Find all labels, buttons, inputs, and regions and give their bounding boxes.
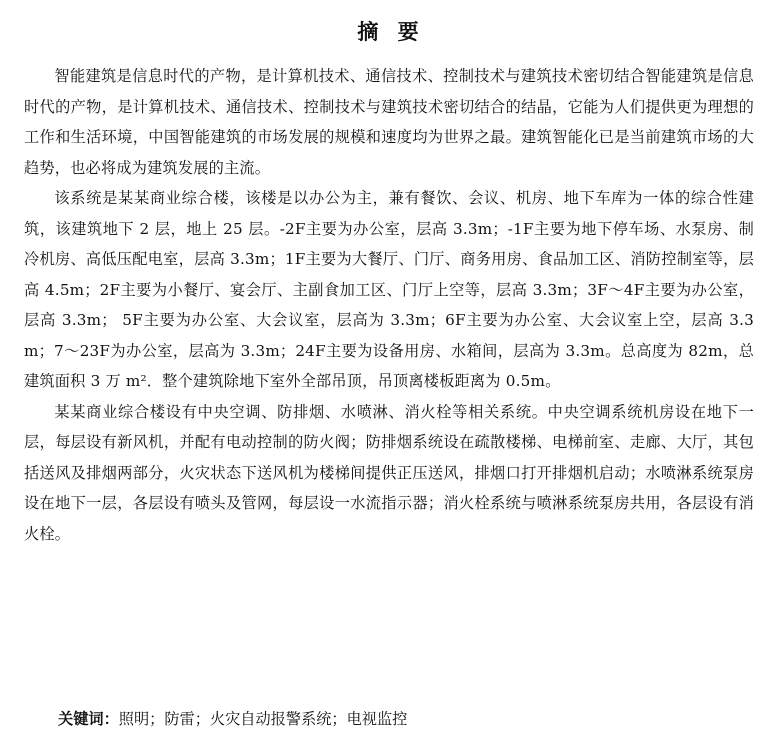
paragraph-intro: 智能建筑是信息时代的产物，是计算机技术、通信技术、控制技术与建筑技术密切结合智能建筑是信息时代的产物，是计算机技术、通信技术、控制技术与建筑技术密切结合的结晶，它能为人们提供更为理想的工作和生活环境，中国智能建筑的市场发展的规模和速度均为世界之最。建筑智能化已是当前建筑市场的大趋势，也必将成为建筑发展的主流。: [24, 67, 754, 177]
abstract-title: 摘 要: [357, 20, 425, 44]
keywords-line: [58, 707, 407, 731]
abstract-body: [24, 61, 754, 549]
keywords-label: 关键词：: [58, 710, 119, 728]
keywords-text: 照明；防雷；火灾自动报警系统；电视监控: [118, 710, 408, 728]
paragraph-building-overview: 该系统是某某商业综合楼，该楼是以办公为主，兼有餐饮、会议、机房、地下车库为一体的综合性建筑，该建筑地下 2 层，地上 25 层。-2F主要为办公室，层高 3.3m；-1F主要为地下停车场、水泵房、制冷机房、高低压配电室，层高 3.3m；1F主要为大餐厅、门厅、商务用房、食品加工区、消防控制室等，层高 4.5m；2F主要为小餐厅、宴会厅、主副食加工区、门厅上空等，层高 3.3m；3F～4F主要为办公室，层高 3.3m； 5F主要为办公室、大会议室，层高为 3.3m；6F主要为办公室、大会议室上空，层高 3.3m；7～23F为办公室，层高为 3.3m；24F主要为设备用房、水箱间，层高为 3.3m。总高度为 82m，总建筑面积 3 万 m²．整个建筑除地下室外全部吊顶，吊顶离楼板距离为 0.5m。: [24, 189, 754, 390]
paragraph-systems: 某某商业综合楼设有中央空调、防排烟、水喷淋、消火栓等相关系统。中央空调系统机房设在地下一层，每层设有新风机，并配有电动控制的防火阀；防排烟系统设在疏散楼梯、电梯前室、走廊、大厅，其包括送风及排烟两部分，火灾状态下送风机为楼梯间提供正压送风，排烟口打开排烟机启动；水喷淋系统泵房设在地下一层，各层设有喷头及管网，每层设一水流指示器；消火栓系统与喷淋系统泵房共用，各层设有消火栓。: [24, 402, 754, 543]
